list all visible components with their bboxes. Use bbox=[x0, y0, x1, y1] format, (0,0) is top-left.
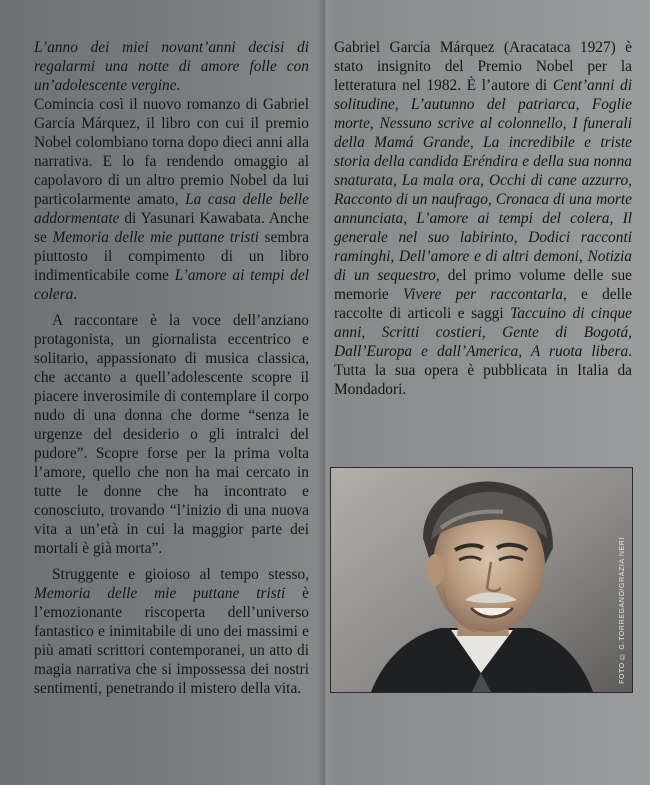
photo-credit: FOTO © G.TORREGANO/GRAZIA NERI bbox=[619, 537, 626, 684]
left-column bbox=[34, 38, 309, 698]
italic-title-run: L’amore ai tempi del colera bbox=[34, 267, 309, 303]
synopsis-paragraph-2: A raccontare è la voce dell’anziano protagonista, un giornalista eccentrico e solitario, appassionato di musica classica, che accanto a quell’adolescente scopre il piacere inverosimile di contemplare il corpo nudo di una donna che dorme “senza le urgenze del desiderio o gli intralci del pudore”. Scopre forse per la prima volta l’amore, quello che non ha mai cercato in tutte le donne che ha incontrato e conosciuto, trovando “l’inizio di una nuova vita a un’età in cui la maggior parte dei mortali è già morta”. bbox=[34, 312, 309, 557]
italic-title-run: Vivere per raccontarla bbox=[402, 286, 563, 303]
italic-title-run: Memoria delle mie puttane tristi bbox=[34, 585, 286, 602]
author-photo bbox=[330, 467, 633, 693]
text-run: . bbox=[73, 286, 78, 303]
opening-quote: L’anno dei miei novant’anni decisi di regalarmi una notte di amore folle con un’adolescente vergine. bbox=[34, 39, 309, 94]
italic-title-run: La casa delle belle addormentate bbox=[34, 191, 310, 227]
author-portrait-image bbox=[331, 468, 632, 692]
italic-title-run: Cent’anni di solitudine, L’autunno del patriarca, Foglie morte, Nessuno scrive al colonnello, I funerali della Mamá Grande, La incredibile e triste storia della candida Eréndira e della sua nonna snaturata, La mala ora, Occhi di cane azzurro, Racconto di un naufrago, Cronaca di una morte annunciata, L’amore ai tempi del colera, Il generale nel suo labirinto, Dodici racconti raminghi, Dell’amore e di altri demoni, Notizia di un sequestro bbox=[334, 77, 633, 284]
text-run: sembra piuttosto il compimento di un libro indimenticabile come bbox=[34, 229, 310, 284]
right-column bbox=[334, 38, 632, 399]
author-biography bbox=[334, 38, 632, 399]
text-run: , e delle raccolte di articoli e saggi bbox=[334, 286, 632, 322]
italic-title-run: Taccuino di cinque anni, Scritti costieri, Gente di Bogotá, Dall’Europa e dall’America, A ruota libera bbox=[334, 305, 633, 360]
text-run: , del primo volume delle sue memorie bbox=[334, 267, 632, 303]
text-run: Struggente e gioioso al tempo stesso, bbox=[52, 566, 309, 583]
italic-title-run: Memoria delle mie puttane tristi bbox=[52, 229, 259, 246]
text-run: . Tutta la sua opera è pubblicata in Italia da Mondadori. bbox=[334, 343, 632, 398]
text-run: Gabriel García Márquez (Aracataca 1927) è stato insignito del Premio Nobel per la letteratura nel 1982. È l’autore di bbox=[334, 39, 632, 94]
synopsis-paragraph-3 bbox=[34, 565, 309, 698]
text-run: è l’emozionante riscoperta dell’universo fantastico e inimitabile di uno dei massimi e più amati scrittori contemporanei, un atto di magia narrativa che si impossessa dei nostri sentimenti, penetrando il mistero della vita. bbox=[34, 585, 309, 697]
text-run: di Yasunari Kawabata. Anche se bbox=[34, 210, 309, 246]
synopsis-paragraph-1 bbox=[34, 95, 309, 304]
text-run: Comincia così il nuovo romanzo di Gabriel García Márquez, il libro con cui il premio Nobel colombiano torna dopo dieci anni alla narrativa. E lo fa rendendo omaggio al capolavoro di un altro premio Nobel da lui particolarmente amato, bbox=[34, 96, 309, 208]
